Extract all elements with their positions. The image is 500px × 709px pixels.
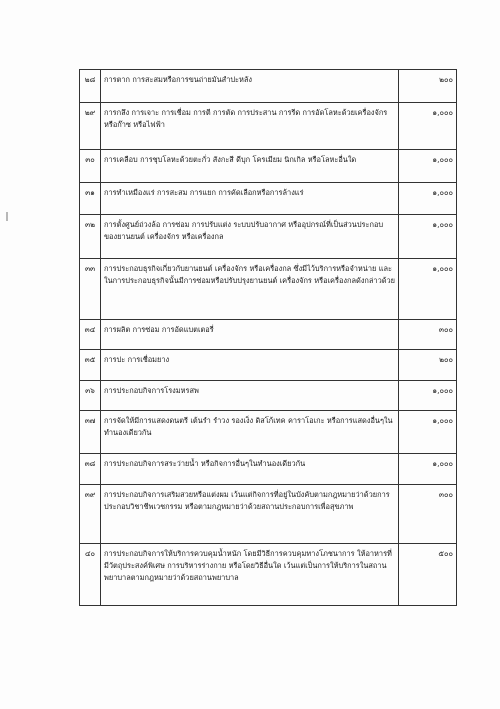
row-fee: ๑,๐๐๐ [399, 183, 457, 215]
table-row [80, 150, 457, 183]
row-number: ๓๑ [80, 183, 101, 215]
table-row [80, 485, 457, 544]
row-number: ๓๔ [80, 320, 101, 350]
row-fee: ๑,๐๐๐ [399, 411, 457, 454]
row-number: ๓๗ [80, 411, 101, 454]
table-row [80, 411, 457, 454]
table-row [80, 544, 457, 606]
row-fee: ๕๐๐ [399, 544, 457, 606]
table-row [80, 320, 457, 350]
row-fee: ๓๐๐ [399, 320, 457, 350]
row-number: ๓๒ [80, 215, 101, 259]
row-number: ๒๙ [80, 103, 101, 150]
row-description: การตาก การสะสมหรือการขนถ่ายมันสำปะหลัง [101, 70, 399, 103]
row-number: ๓๖ [80, 381, 101, 411]
row-description: การทำเหมืองแร่ การสะสม การแยก การคัดเลือกหรือการล้างแร่ [101, 183, 399, 215]
row-description: การปะ การเชื่อมยาง [101, 350, 399, 381]
table-row [80, 70, 457, 103]
row-number: ๓๘ [80, 454, 101, 485]
row-description: การประกอบกิจการสระว่ายน้ำ หรือกิจการอื่นๆในทำนองเดียวกัน [101, 454, 399, 485]
table-row [80, 183, 457, 215]
row-number: ๓๓ [80, 259, 101, 320]
table-row [80, 454, 457, 485]
row-description: การประกอบธุรกิจเกี่ยวกับยานยนต์ เครื่องจักร หรือเครื่องกล ซึ่งมีไว้บริการหรือจำหน่าย และในการประกอบธุรกิจนั้นมีการซ่อมหรือปรับปรุงยานยนต์ เครื่องจักร หรือเครื่องกลดังกล่าวด้วย [101, 259, 399, 320]
table-row [80, 350, 457, 381]
row-fee: ๒๐๐ [399, 350, 457, 381]
row-description: การผลิต การซ่อม การอัดแบตเตอรี่ [101, 320, 399, 350]
row-fee: ๑,๐๐๐ [399, 150, 457, 183]
row-description: การประกอบกิจการเสริมสวยหรือแต่งผม เว้นแต่กิจการที่อยู่ในบังคับตามกฎหมายว่าด้วยการประกอบวิชาชีพเวชกรรม หรือตามกฎหมายว่าด้วยสถานประกอบการเพื่อสุขภาพ [101, 485, 399, 544]
table-row [80, 215, 457, 259]
row-description: การประกอบกิจการให้บริการควบคุมน้ำหนัก โดยมีวิธีการควบคุมทางโภชนาการ ให้อาหารที่มีวัตถุประสงค์พิเศษ การบริหารร่างกาย หรือโดยวิธีอื่นใด เว้นแต่เป็นการให้บริการในสถานพยาบาลตามกฎหมายว่าด้วยสถานพยาบาล [101, 544, 399, 606]
row-number: ๒๘ [80, 70, 101, 103]
row-fee: ๑,๐๐๐ [399, 103, 457, 150]
table-row [80, 103, 457, 150]
row-fee: ๑,๐๐๐ [399, 454, 457, 485]
row-description: การกลึง การเจาะ การเชื่อม การตี การตัด การประสาน การรีด การอัดโลหะด้วยเครื่องจักร หรือก๊าซ หรือไฟฟ้า [101, 103, 399, 150]
row-description: การตั้งศูนย์ถ่วงล้อ การซ่อม การปรับแต่ง ระบบปรับอากาศ หรืออุปกรณ์ที่เป็นส่วนประกอบของยานยนต์ เครื่องจักร หรือเครื่องกล [101, 215, 399, 259]
row-fee: ๑,๐๐๐ [399, 381, 457, 411]
row-number: ๓๕ [80, 350, 101, 381]
row-fee: ๓๐๐ [399, 485, 457, 544]
row-fee: ๑,๐๐๐ [399, 259, 457, 320]
row-description: การประกอบกิจการโรงมหรสพ [101, 381, 399, 411]
row-fee: ๒๐๐ [399, 70, 457, 103]
row-description: การจัดให้มีการแสดงดนตรี เต้นรำ รำวง รองเง็ง ดิสโก้เทค คาราโอเกะ หรือการแสดงอื่นๆในทำนองเดียวกัน [101, 411, 399, 454]
row-number: ๓๐ [80, 150, 101, 183]
row-fee: ๑,๐๐๐ [399, 215, 457, 259]
table-row [80, 259, 457, 320]
scan-mark [6, 212, 8, 221]
row-number: ๓๙ [80, 485, 101, 544]
row-number: ๔๐ [80, 544, 101, 606]
fee-table [79, 69, 457, 606]
table-row [80, 381, 457, 411]
row-description: การเคลือบ การชุบโลหะด้วยตะกั่ว สังกะสี ดีบุก โครเมียม นิกเกิล หรือโลหะอื่นใด [101, 150, 399, 183]
